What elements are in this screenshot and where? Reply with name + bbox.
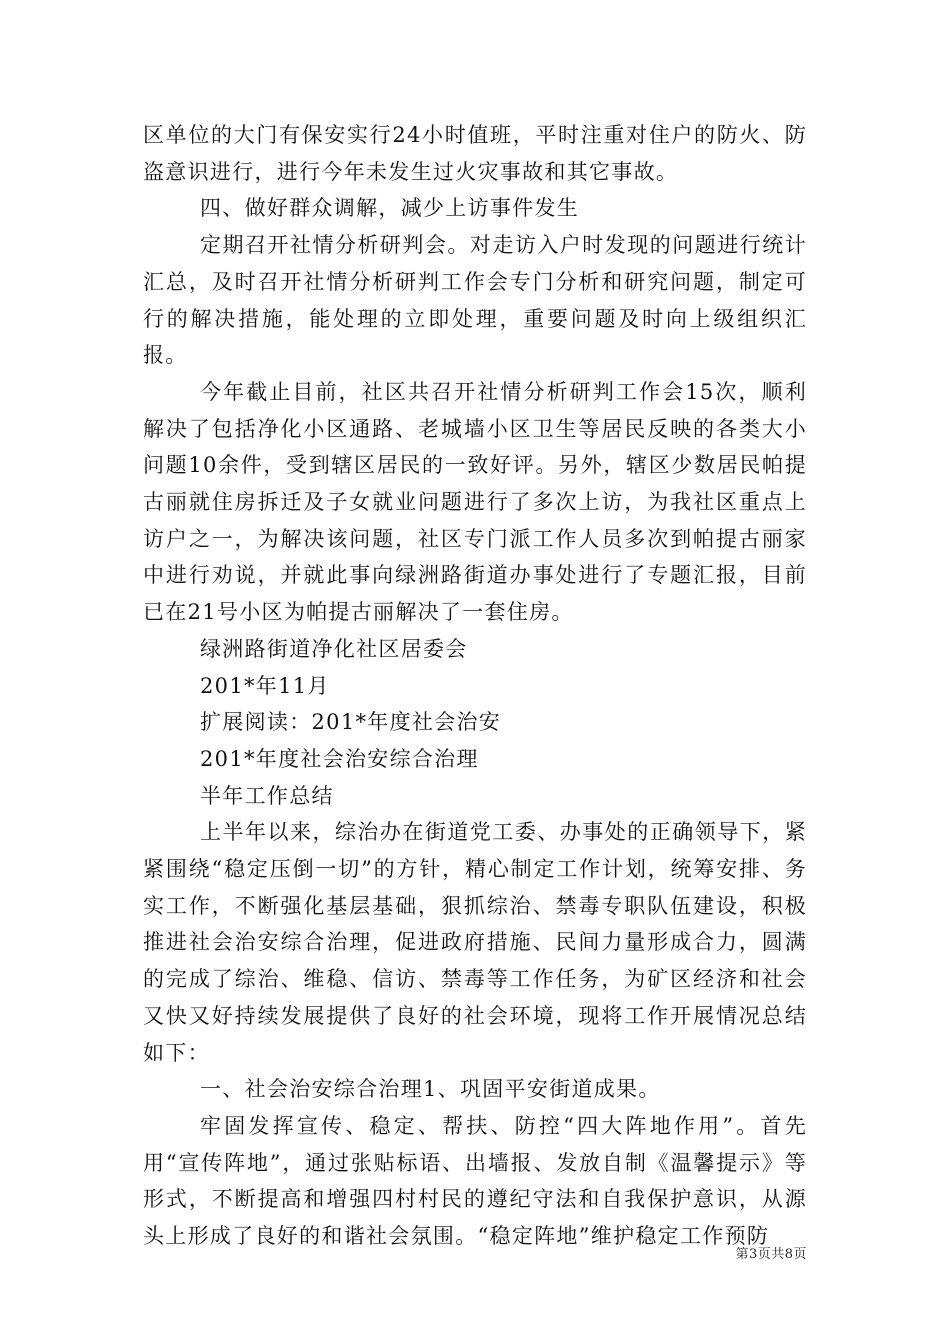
page-number: 第3页共8页: [735, 1247, 807, 1262]
signature-organization: 绿洲路街道净化社区居委会: [200, 636, 468, 661]
report-subtitle: 半年工作总结: [200, 783, 334, 808]
paragraph-1: 区单位的大门有保安实行24小时值班，平时注重对住户的防火、防盗意识进行，进行今年未发生过火灾事故和其它事故。: [143, 123, 807, 184]
document-body: [143, 117, 807, 1255]
paragraph-4: 今年截止目前，社区共召开社情分析研判工作会15次，顺利解决了包括净化小区通路、老城墙小区卫生等居民反映的各类大小问题10余件，受到辖区居民的一致好评。另外，辖区少数居民帕提古丽就住房拆迁及子女就业问题进行了多次上访，为我社区重点上访户之一，为解决该问题，社区专门派工作人员多次到帕提古丽家中进行劝说，并就此事向绿洲路街道办事处进行了专题汇报，目前已在21号小区为帕提古丽解决了一套住房。: [143, 379, 807, 625]
paragraph-12: 牢固发挥宣传、稳定、帮扶、防控“四大阵地作用”。首先用“宣传阵地”，通过张贴标语、出墙报、发放自制《温馨提示》等形式，不断提高和增强四村村民的遵纪守法和自我保护意识，从源头上形成了良好的和谐社会氛围。“稳定阵地”维护稳定工作预防: [143, 1113, 807, 1249]
section-heading-4: 四、做好群众调解，减少上访事件发生: [200, 196, 580, 221]
paragraph-3: 定期召开社情分析研判会。对走访入户时发现的问题进行统计汇总，及时召开社情分析研判工作会专门分析和研究问题，制定可行的解决措施，能处理的立即处理，重要问题及时向上级组织汇报。: [143, 233, 807, 368]
signature-date: 201*年11月: [200, 673, 330, 698]
paragraph-10: 上半年以来，综治办在街道党工委、办事处的正确领导下，紧紧围绕“稳定压倒一切”的方针，精心制定工作计划，统筹安排、务实工作，不断强化基层基础，狠抓综治、禁毒专职队伍建设，积极推进社会治安综合治理，促进政府措施、民间力量形成合力，圆满的完成了综治、维稳、信访、禁毒等工作任务，为矿区经济和社会又快又好持续发展提供了良好的社会环境，现将工作开展情况总结如下：: [143, 820, 807, 1065]
extended-reading-label: 扩展阅读：201*年度社会治安: [200, 710, 502, 735]
report-title: 201*年度社会治安综合治理: [200, 746, 479, 771]
section-heading-1: 一、社会治安综合治理1、巩固平安街道成果。: [200, 1077, 661, 1102]
